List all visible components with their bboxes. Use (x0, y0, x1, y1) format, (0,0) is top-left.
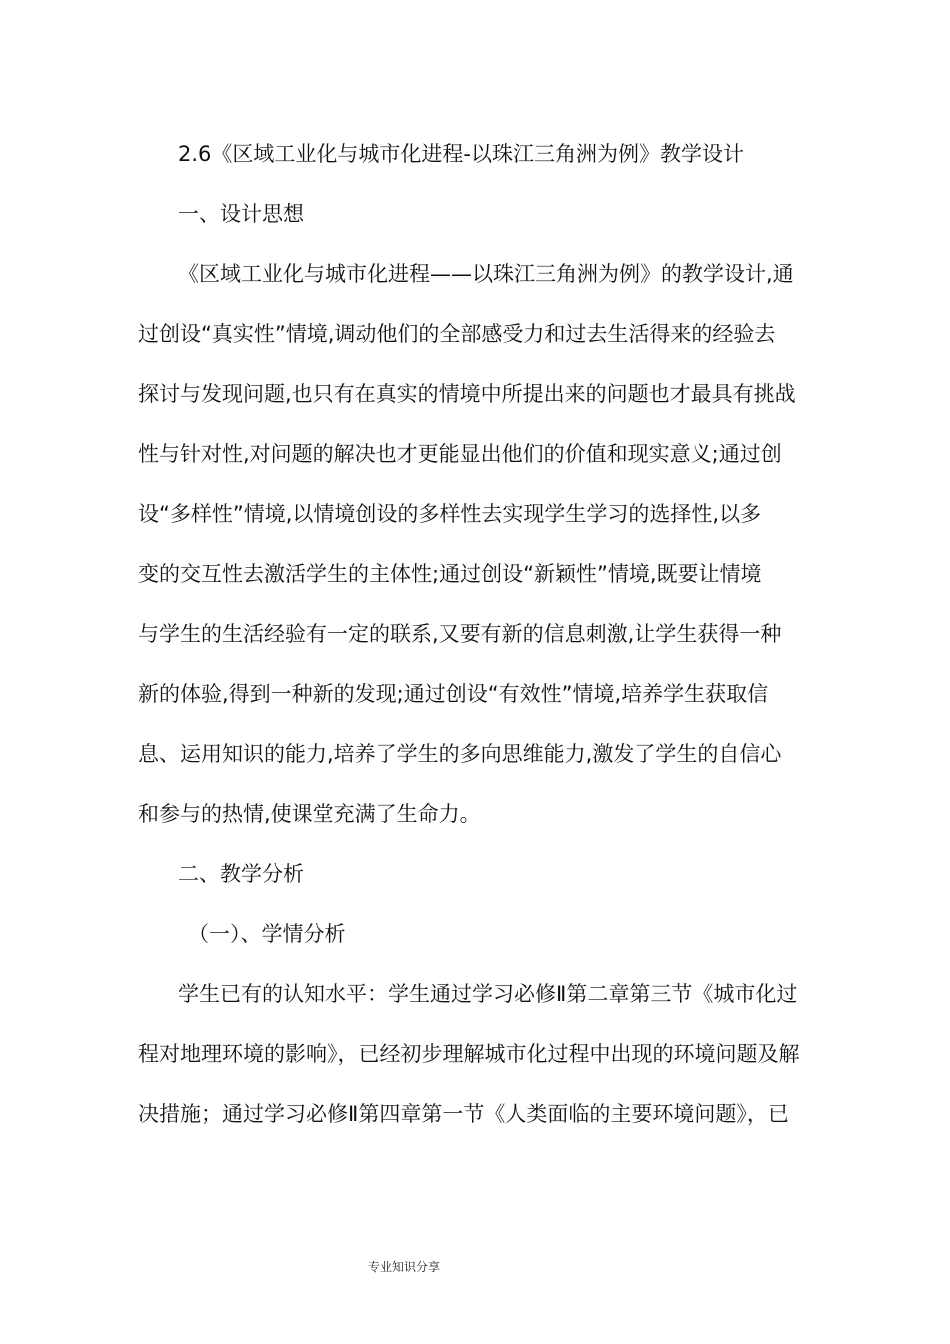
section-heading-teaching-analysis: 二、教学分析 (178, 862, 304, 886)
paragraph-line: 探讨与发现问题,也只有在真实的情境中所提出来的问题也才最具有挑战 (138, 382, 796, 406)
paragraph-line: 变的交互性去激活学生的主体性;通过创设“新颖性”情境,既要让情境 (138, 562, 762, 586)
paragraph-line: 和参与的热情,使课堂充满了生命力。 (138, 802, 481, 826)
document-title: 2.6《区域工业化与城市化进程-以珠江三角洲为例》教学设计 (178, 142, 744, 166)
paragraph-line: 性与针对性,对问题的解决也才更能显出他们的价值和现实意义;通过创 (138, 442, 782, 466)
paragraph-line: 息、运用知识的能力,培养了学生的多向思维能力,激发了学生的自信心 (138, 742, 782, 766)
section-heading-design-idea: 一、设计思想 (178, 202, 304, 226)
page-footer: 专业知识分享 (368, 1260, 441, 1274)
paragraph-line: 程对地理环境的影响》，已经初步理解城市化过程中出现的环境问题及解 (138, 1042, 800, 1066)
paragraph-line: 设“多样性”情境,以情境创设的多样性去实现学生学习的选择性,以多 (138, 502, 762, 526)
paragraph-line: 决措施；通过学习必修Ⅱ第四章第一节《人类面临的主要环境问题》，已 (138, 1102, 789, 1126)
paragraph-line: 《区域工业化与城市化进程——以珠江三角洲为例》的教学设计,通 (178, 262, 794, 286)
subsection-heading-learner-analysis: （一）、学情分析 (188, 922, 346, 946)
paragraph-line: 新的体验,得到一种新的发现;通过创设“有效性”情境,培养学生获取信 (138, 682, 769, 706)
paragraph-line: 学生已有的认知水平：学生通过学习必修Ⅱ第二章第三节《城市化过 (178, 982, 798, 1006)
paragraph-line: 与学生的生活经验有一定的联系,又要有新的信息刺激,让学生获得一种 (138, 622, 782, 646)
paragraph-line: 过创设“真实性”情境,调动他们的全部感受力和过去生活得来的经验去 (138, 322, 776, 346)
